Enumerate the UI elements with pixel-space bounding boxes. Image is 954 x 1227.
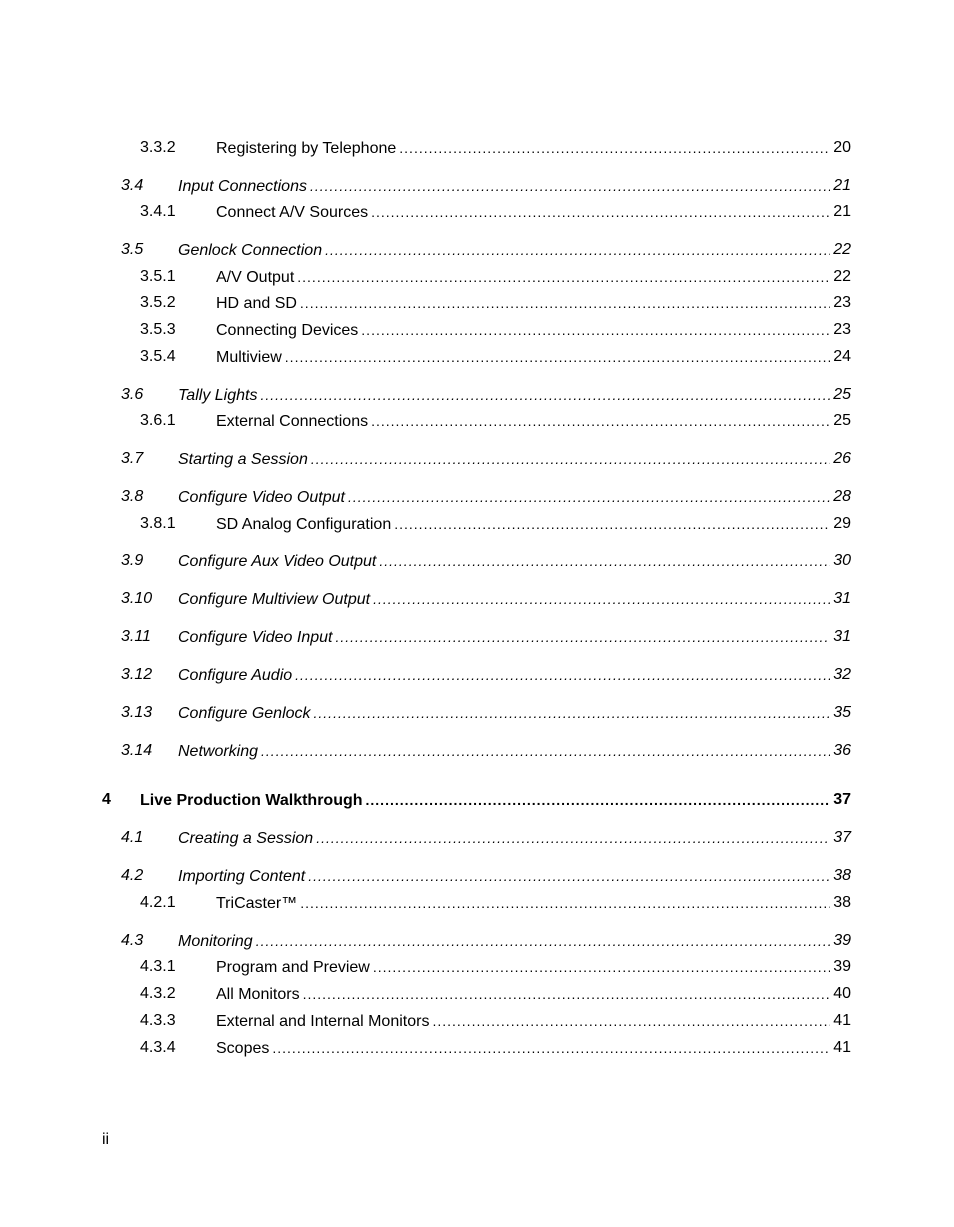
toc-entry-page: 32 bbox=[833, 666, 851, 683]
toc-entry-page: 40 bbox=[833, 985, 851, 1002]
toc-entry[interactable] bbox=[0, 239, 954, 261]
toc-entry-page: 38 bbox=[833, 894, 851, 911]
toc-entry[interactable] bbox=[0, 1010, 954, 1032]
dot-leader bbox=[303, 983, 830, 1005]
toc-entry-number: 4.3.3 bbox=[140, 1012, 176, 1029]
dot-leader bbox=[285, 346, 830, 368]
toc-entry-page: 21 bbox=[833, 177, 851, 194]
toc-entry-title-line bbox=[178, 239, 830, 262]
toc-entry[interactable] bbox=[0, 827, 954, 849]
toc-entry-number: 4.3 bbox=[121, 932, 144, 949]
dot-leader bbox=[297, 266, 830, 288]
toc-entry-title: SD Analog Configuration bbox=[216, 514, 394, 536]
toc-entry-title: Configure Video Output bbox=[178, 487, 348, 509]
toc-entry-page: 39 bbox=[833, 932, 851, 949]
toc-entry-title-line bbox=[216, 266, 830, 289]
toc-entry-title: Scopes bbox=[216, 1038, 272, 1060]
dot-leader bbox=[256, 930, 830, 952]
dot-leader bbox=[373, 956, 830, 978]
toc-entry-number: 4.3.2 bbox=[140, 985, 176, 1002]
dot-leader bbox=[300, 292, 830, 314]
toc-entry-page: 41 bbox=[833, 1012, 851, 1029]
toc-entry-page: 20 bbox=[833, 139, 851, 156]
toc-entry-title: Input Connections bbox=[178, 176, 310, 198]
toc-entry-page: 31 bbox=[833, 590, 851, 607]
toc-entry-page: 23 bbox=[833, 294, 851, 311]
toc-entry-title-line bbox=[178, 175, 830, 198]
toc-entry-title-line bbox=[216, 346, 830, 369]
toc-entry[interactable] bbox=[0, 789, 954, 811]
toc-entry[interactable] bbox=[0, 266, 954, 288]
toc-entry-page: 29 bbox=[833, 515, 851, 532]
dot-leader bbox=[366, 789, 830, 811]
toc-entry-title: Monitoring bbox=[178, 931, 256, 953]
toc-entry-title-line bbox=[178, 550, 830, 573]
toc-entry[interactable] bbox=[0, 702, 954, 724]
toc-entry-page: 25 bbox=[833, 412, 851, 429]
toc-entry-title-line bbox=[216, 956, 830, 979]
toc-entry-title: Importing Content bbox=[178, 866, 308, 888]
toc-entry-title-line bbox=[178, 588, 830, 611]
toc-entry-title: Genlock Connection bbox=[178, 240, 325, 262]
toc-entry-number: 3.5.3 bbox=[140, 321, 176, 338]
toc-entry-title-line bbox=[216, 983, 830, 1006]
toc-entry-title: A/V Output bbox=[216, 267, 297, 289]
toc-entry-number: 4.2.1 bbox=[140, 894, 176, 911]
toc-entry-number: 3.8.1 bbox=[140, 515, 176, 532]
toc-entry[interactable] bbox=[0, 384, 954, 406]
toc-entry-page: 30 bbox=[833, 552, 851, 569]
toc-entry-title-line bbox=[216, 410, 830, 433]
toc-entry-title-line bbox=[216, 1037, 830, 1060]
toc-entry-number: 3.6.1 bbox=[140, 412, 176, 429]
toc-entry-title: External and Internal Monitors bbox=[216, 1011, 432, 1033]
toc-entry-title-line bbox=[178, 930, 830, 953]
toc-entry-title: External Connections bbox=[216, 411, 371, 433]
toc-entry-page: 28 bbox=[833, 488, 851, 505]
toc-entry[interactable] bbox=[0, 664, 954, 686]
toc-entry-page: 22 bbox=[833, 268, 851, 285]
toc-entry-number: 3.5.1 bbox=[140, 268, 176, 285]
dot-leader bbox=[394, 513, 830, 535]
toc-entry-page: 39 bbox=[833, 958, 851, 975]
toc-entry[interactable] bbox=[0, 892, 954, 914]
toc-entry-number: 3.6 bbox=[121, 386, 144, 403]
toc-entry-page: 22 bbox=[833, 241, 851, 258]
toc-entry-number: 4.3.4 bbox=[140, 1039, 176, 1056]
toc-entry[interactable] bbox=[0, 930, 954, 952]
toc-entry-title-line bbox=[216, 137, 830, 160]
toc-entry[interactable] bbox=[0, 346, 954, 368]
toc-entry-page: 31 bbox=[833, 628, 851, 645]
toc-entry-title-line bbox=[216, 513, 830, 536]
toc-entry[interactable] bbox=[0, 201, 954, 223]
toc-entry-title: Live Production Walkthrough bbox=[140, 790, 366, 812]
toc-entry-title-line bbox=[178, 827, 830, 850]
toc-entry-page: 37 bbox=[833, 829, 851, 846]
dot-leader bbox=[260, 384, 830, 406]
toc-entry-title-line bbox=[178, 664, 830, 687]
toc-entry[interactable] bbox=[0, 740, 954, 762]
toc-entry-page: 25 bbox=[833, 386, 851, 403]
toc-entry-title: Registering by Telephone bbox=[216, 138, 399, 160]
toc-entry-number: 3.12 bbox=[121, 666, 153, 683]
toc-entry-title-line bbox=[140, 789, 830, 812]
dot-leader bbox=[432, 1010, 830, 1032]
dot-leader bbox=[335, 626, 830, 648]
dot-leader bbox=[373, 588, 830, 610]
toc-entry[interactable] bbox=[0, 292, 954, 314]
toc-entry-number: 3.8 bbox=[121, 488, 144, 505]
toc-entry-page: 36 bbox=[833, 742, 851, 759]
dot-leader bbox=[308, 865, 830, 887]
toc-entry[interactable] bbox=[0, 137, 954, 159]
footer-page-number: ii bbox=[102, 1131, 110, 1148]
toc-entry-page: 41 bbox=[833, 1039, 851, 1056]
dot-leader bbox=[361, 319, 830, 341]
toc-entry-number: 4.3.1 bbox=[140, 958, 176, 975]
toc-entry[interactable] bbox=[0, 588, 954, 610]
toc-entry[interactable] bbox=[0, 486, 954, 508]
toc-entry-title: Tally Lights bbox=[178, 385, 260, 407]
toc-entry[interactable] bbox=[0, 956, 954, 978]
dot-leader bbox=[295, 664, 830, 686]
toc-entry-title: Creating a Session bbox=[178, 828, 316, 850]
dot-leader bbox=[325, 239, 830, 261]
toc-entry-title: Starting a Session bbox=[178, 449, 311, 471]
toc-entry-number: 3.7 bbox=[121, 450, 144, 467]
toc-entry[interactable] bbox=[0, 175, 954, 197]
toc-entry-page: 26 bbox=[833, 450, 851, 467]
toc-entry-number: 3.5.2 bbox=[140, 294, 176, 311]
toc-entry-title: All Monitors bbox=[216, 984, 303, 1006]
toc-entry[interactable] bbox=[0, 319, 954, 341]
toc-entry-title: Configure Audio bbox=[178, 665, 295, 687]
toc-entry-number: 3.5 bbox=[121, 241, 144, 258]
toc-entry[interactable] bbox=[0, 513, 954, 535]
toc-entry-title: TriCaster™ bbox=[216, 893, 300, 915]
toc-entry-page: 38 bbox=[833, 867, 851, 884]
dot-leader bbox=[371, 410, 830, 432]
dot-leader bbox=[399, 137, 830, 159]
dot-leader bbox=[379, 550, 830, 572]
toc-entry-title-line bbox=[178, 865, 830, 888]
toc-entry[interactable] bbox=[0, 626, 954, 648]
toc-entry-title-line bbox=[178, 486, 830, 509]
toc-entry-title: Configure Genlock bbox=[178, 703, 314, 725]
toc-entry[interactable] bbox=[0, 448, 954, 470]
toc-entry-title-line bbox=[216, 892, 830, 915]
toc-entry-number: 3.4 bbox=[121, 177, 144, 194]
toc-entry-title: Networking bbox=[178, 741, 261, 763]
toc-entry[interactable] bbox=[0, 983, 954, 1005]
toc-entry-title: Configure Aux Video Output bbox=[178, 551, 379, 573]
toc-entry-title-line bbox=[178, 740, 830, 763]
toc-entry-page: 35 bbox=[833, 704, 851, 721]
toc-entry-title-line bbox=[216, 201, 830, 224]
toc-entry-title-line bbox=[178, 384, 830, 407]
dot-leader bbox=[348, 486, 830, 508]
toc-entry-title: Connect A/V Sources bbox=[216, 202, 371, 224]
toc-entry-number: 4 bbox=[102, 791, 111, 808]
toc-entry-page: 23 bbox=[833, 321, 851, 338]
dot-leader bbox=[311, 448, 830, 470]
toc-entry-title-line bbox=[216, 1010, 830, 1033]
toc-entry-title: Configure Multiview Output bbox=[178, 589, 373, 611]
dot-leader bbox=[272, 1037, 830, 1059]
toc-entry-number: 3.5.4 bbox=[140, 348, 176, 365]
toc-entry-title-line bbox=[178, 702, 830, 725]
toc-entry-page: 24 bbox=[833, 348, 851, 365]
toc-entry-number: 3.3.2 bbox=[140, 139, 176, 156]
toc-entry-number: 4.1 bbox=[121, 829, 144, 846]
dot-leader bbox=[310, 175, 830, 197]
dot-leader bbox=[371, 201, 830, 223]
toc-entry-title: Configure Video Input bbox=[178, 627, 335, 649]
toc-entry-number: 4.2 bbox=[121, 867, 144, 884]
toc-entry[interactable] bbox=[0, 865, 954, 887]
toc-entry-title-line bbox=[216, 292, 830, 315]
toc-entry-title: HD and SD bbox=[216, 293, 300, 315]
toc-entry-number: 3.4.1 bbox=[140, 203, 176, 220]
toc-entry-title-line bbox=[178, 448, 830, 471]
dot-leader bbox=[316, 827, 830, 849]
toc-entry-title-line bbox=[178, 626, 830, 649]
toc-entry-number: 3.11 bbox=[121, 628, 151, 645]
toc-entry[interactable] bbox=[0, 1037, 954, 1059]
toc-entry-number: 3.9 bbox=[121, 552, 144, 569]
toc-entry[interactable] bbox=[0, 410, 954, 432]
toc-entry-title: Program and Preview bbox=[216, 957, 373, 979]
toc-entry-title: Connecting Devices bbox=[216, 320, 361, 342]
dot-leader bbox=[261, 740, 830, 762]
toc-entry-title-line bbox=[216, 319, 830, 342]
dot-leader bbox=[314, 702, 830, 724]
dot-leader bbox=[300, 892, 830, 914]
toc-entry-title: Multiview bbox=[216, 347, 285, 369]
toc-entry-page: 37 bbox=[833, 791, 851, 808]
toc-entry-number: 3.14 bbox=[121, 742, 153, 759]
toc-entry-number: 3.10 bbox=[121, 590, 153, 607]
toc-entry[interactable] bbox=[0, 550, 954, 572]
toc-entry-page: 21 bbox=[833, 203, 851, 220]
toc-entry-number: 3.13 bbox=[121, 704, 153, 721]
